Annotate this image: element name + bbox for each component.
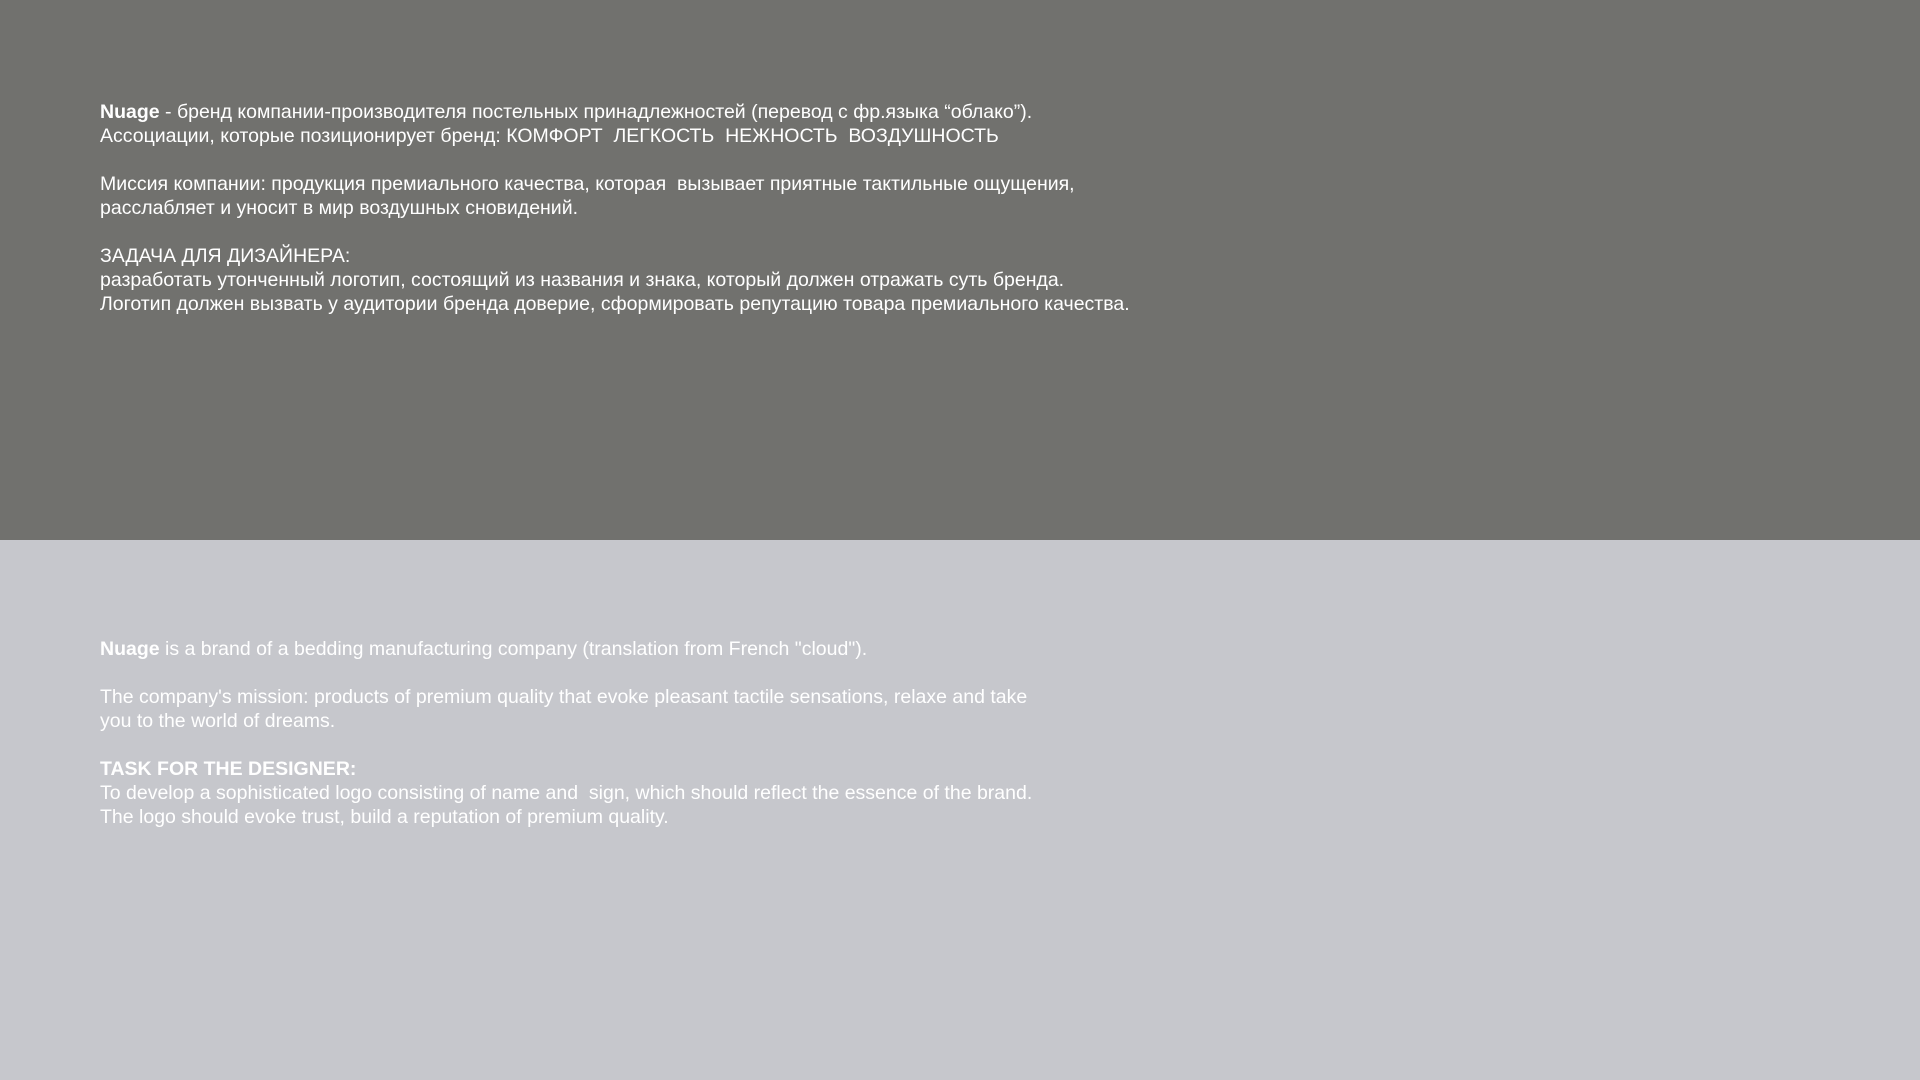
ru-associations-line: Ассоциации, которые позиционирует бренд: КОМФОРТ ЛЕГКОСТЬ НЕЖНОСТЬ ВОЗДУШНОСТЬ <box>100 125 999 147</box>
ru-mission-line-2: расслабляет и уносит в мир воздушных сновидений. <box>100 197 579 219</box>
ru-intro-line-1 <box>100 100 1130 124</box>
english-brief-text <box>100 637 1032 853</box>
en-task-line-2: The logo should evoke trust, build a reputation of premium quality. <box>100 806 669 828</box>
ru-task-heading: ЗАДАЧА ДЛЯ ДИЗАЙНЕРА: <box>100 245 351 267</box>
ru-intro-line-1-text: - бренд компании-производителя постельных принадлежностей (перевод с фр.языка “облако”). <box>159 101 1033 123</box>
ru-task-line-1: разработать утонченный логотип, состоящий из названия и знака, который должен отражать суть бренда. <box>100 269 1065 291</box>
en-intro-paragraph <box>100 637 1032 661</box>
ru-intro-paragraph <box>100 100 1130 148</box>
ru-brand-name: Nuage <box>100 101 160 123</box>
russian-brief-text <box>100 100 1130 340</box>
ru-mission-paragraph <box>100 172 1130 220</box>
en-mission-paragraph <box>100 685 1032 733</box>
en-brand-name: Nuage <box>100 638 160 660</box>
en-intro-line-1 <box>100 637 1032 661</box>
ru-mission-line-1: Миссия компании: продукция премиального качества, которая вызывает приятные тактильные ощущения, <box>100 173 1075 195</box>
en-intro-line-1-text: is a brand of a bedding manufacturing company (translation from French "cloud"). <box>159 638 868 660</box>
ru-task-paragraph <box>100 244 1130 316</box>
en-mission-line-2: you to the world of dreams. <box>100 710 336 732</box>
en-task-heading: TASK FOR THE DESIGNER: <box>100 758 357 780</box>
english-brief-panel <box>0 540 1920 1080</box>
en-mission-line-1: The company's mission: products of premium quality that evoke pleasant tactile sensations, relaxe and take <box>100 686 1028 708</box>
en-task-paragraph <box>100 757 1032 829</box>
ru-task-line-2: Логотип должен вызвать у аудитории бренда доверие, сформировать репутацию товара премиального качества. <box>100 293 1130 315</box>
en-task-line-1: To develop a sophisticated logo consisting of name and sign, which should reflect the essence of the brand. <box>100 782 1033 804</box>
